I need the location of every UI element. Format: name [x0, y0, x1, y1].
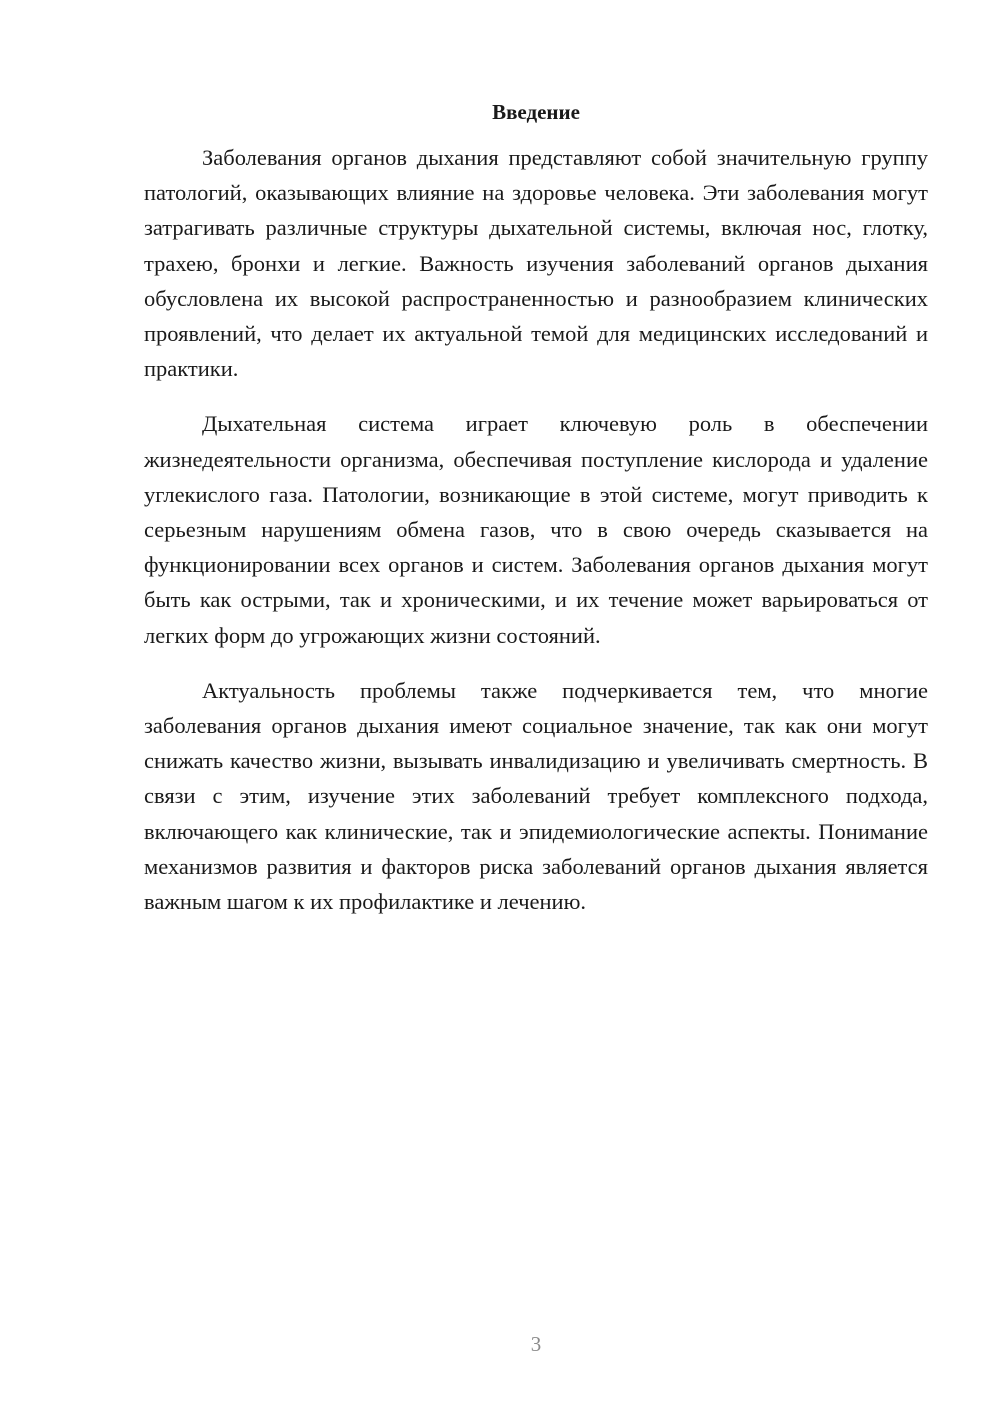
- page-content: [144, 96, 928, 919]
- page-number: 3: [530, 1332, 542, 1356]
- paragraph-2: Дыхательная система играет ключевую роль в обеспечении жизнедеятельности организма, обеспечивая поступление кислорода и удаление углекислого газа. Патологии, возникающие в этой системе, могут приводить к серьезным нарушениям обмена газов, что в свою очередь сказывается на функционировании всех органов и систем. Заболевания органов дыхания могут быть как острыми, так и хроническими, и их течение может варьироваться от легких форм до угрожающих жизни состояний.: [144, 411, 928, 648]
- paragraph-1: Заболевания органов дыхания представляют собой значительную группу патологий, оказывающих влияние на здоровье человека. Эти заболевания могут затрагивать различные структуры дыхательной системы, включая нос, глотку, трахею, бронхи и легкие. Важность изучения заболеваний органов дыхания обусловлена их высокой распространенностью и разнообразием клинических проявлений, что делает их актуальной темой для медицинских исследований и практики.: [144, 145, 928, 382]
- paragraph-3: Актуальность проблемы также подчеркивается тем, что многие заболевания органов дыхания имеют социальное значение, так как они могут снижать качество жизни, вызывать инвалидизацию и увеличивать смертность. В связи с этим, изучение этих заболеваний требует комплексного подхода, включающего как клинические, так и эпидемиологические аспекты. Понимание механизмов развития и факторов риска заболеваний органов дыхания является важным шагом к их профилактике и лечению.: [144, 677, 928, 915]
- section-title: Введение: [492, 100, 580, 124]
